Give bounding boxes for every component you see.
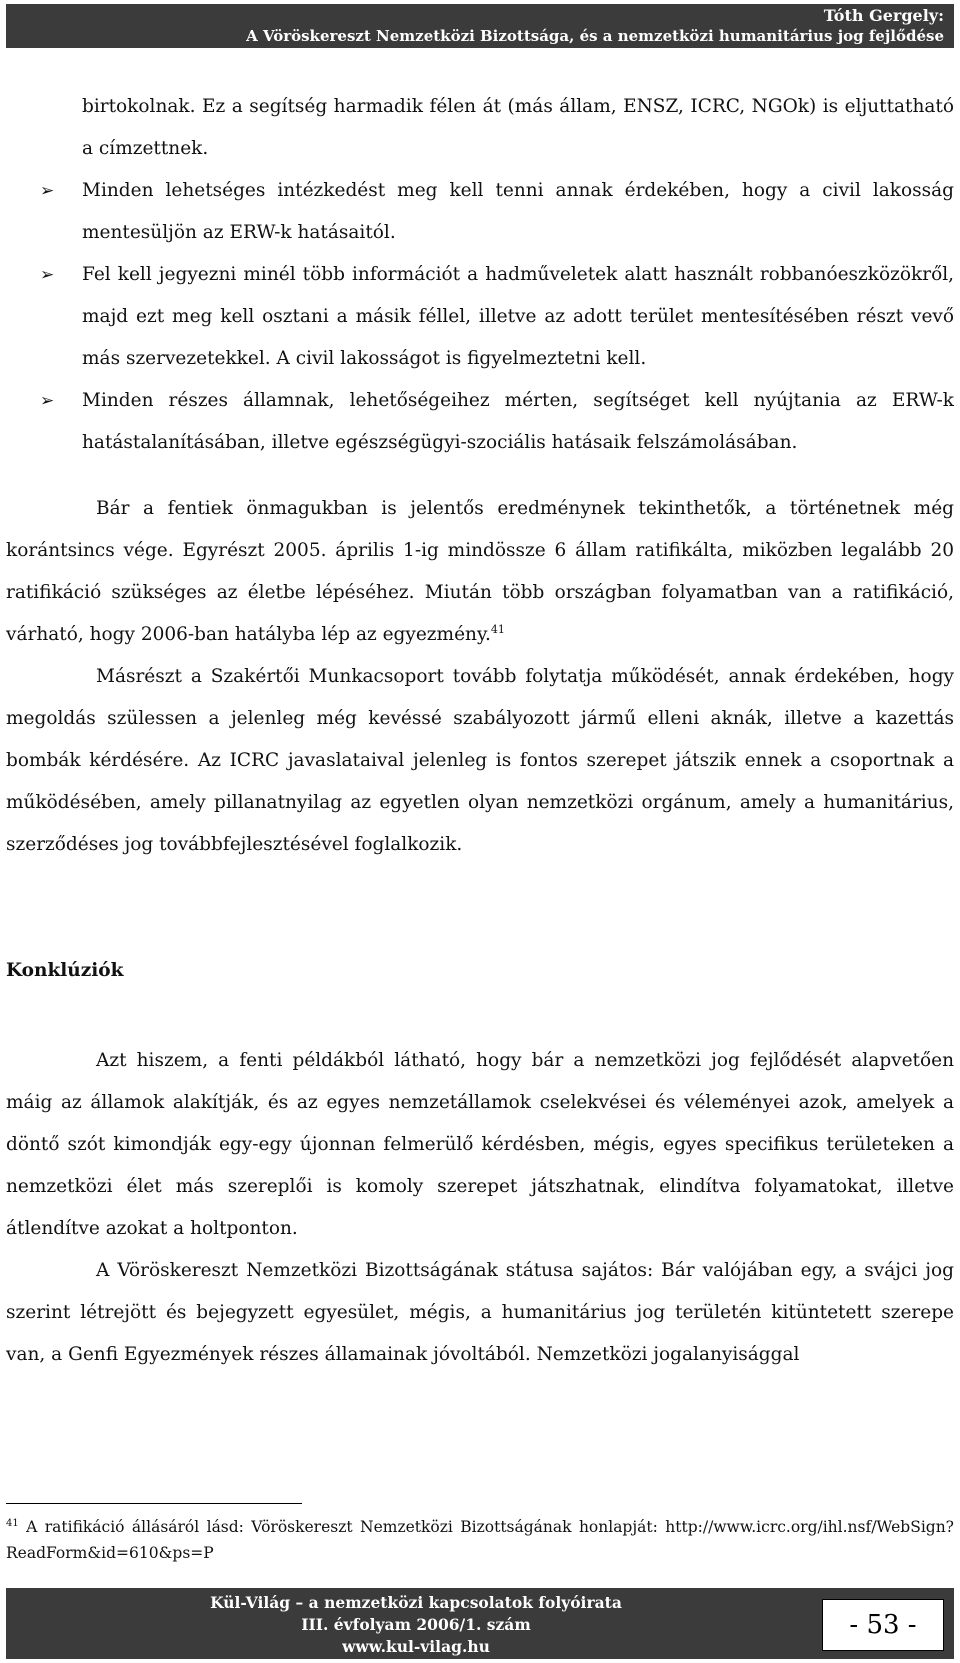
arrow-bullet-icon: ➢ [40,391,55,411]
list-item [6,254,954,380]
footer-website-link[interactable]: www.kul-vilag.hu [342,1637,490,1656]
body-content [6,86,954,1376]
paragraph-text: A Vöröskereszt Nemzetközi Bizottságának státusa sajátos: Bár valójában egy, a svájci jog szerint létrejött és bejegyzett egyesület, mégis, a humanitárius jog területén kitüntetett szerepe van, a Genfi Egyezmények részes államainak jóvoltából. Nemzetközi jogalanyisággal [6,1260,954,1365]
section-heading: Konklúziók [6,960,124,981]
footer-issue: III. évfolyam 2006/1. szám [301,1615,531,1634]
paragraph [6,1250,954,1376]
paragraph [6,1040,954,1250]
footer-journal-title: Kül-Világ – a nemzetközi kapcsolatok folyóirata [210,1593,622,1612]
footnote-text: A ratifikáció állásáról lásd: Vöröskereszt Nemzetközi Bizottságának honlapját: http://www.icrc.org/ihl.nsf/WebSign?ReadForm&id=610&ps=P [6,1518,954,1562]
continuation-paragraph: birtokolnak. Ez a segítség harmadik félen át (más állam, ENSZ, ICRC, NGOk) is eljuttatható a címzettnek. [82,96,954,159]
list-item [6,380,954,464]
paragraph [6,656,954,866]
bullet-list [6,170,954,464]
page-number-text: - 53 - [849,1610,917,1640]
footnote-number: 41 [6,1517,19,1529]
paragraph-text: Másrészt a Szakértői Munkacsoport tovább folytatja működését, annak érdekében, hogy megoldás szülessen a jelenleg még kevéssé szabályozott jármű elleni aknák, illetve a kazettás bombák kérdésére. Az ICRC javaslataival jelenleg is fontos szerepet játszik ennek a csoportnak a működésében, amely pillanatnyilag az egyetlen olyan nemzetközi orgánum, amely a humanitárius, szerződéses jog továbbfejlesztésével foglalkozik. [6,666,954,855]
paragraph [6,488,954,656]
paragraph-text: Azt hiszem, a fenti példákból látható, hogy bár a nemzetközi jog fejlődését alapvetően máig az államok alakítják, és az egyes nemzetállamok cselekvései és véleményei azok, amelyek a döntő szót kimondják egy-egy újonnan felmerülő kérdésben, mégis, egyes specifikus területeken a nemzetközi élet más szereplői is komoly szerepet játszhatnak, elindítva folyamatokat, illetve átlendítve azokat a holtponton. [6,1050,954,1239]
page-header [6,4,954,48]
page-footer [6,1588,954,1659]
footer-journal-info [116,1592,716,1658]
list-item-text: Fel kell jegyezni minél több információt a hadműveletek alatt használt robbanóeszközökről, majd ezt meg kell osztani a másik féllel, illetve az adott terület mentesítésében részt vevő más szervezetekkel. A civil lakosságot is figyelmeztetni kell. [82,264,954,369]
list-item [6,170,954,254]
list-item-text: Minden részes államnak, lehetőségeihez mérten, segítséget kell nyújtania az ERW-k hatástalanításában, illetve egészségügyi-szociális hatásaik felszámolásában. [82,390,954,453]
arrow-bullet-icon: ➢ [40,265,55,285]
header-title: A Vöröskereszt Nemzetközi Bizottsága, és a nemzetközi humanitárius jog fejlődése [246,27,944,45]
list-item-text: Minden lehetséges intézkedést meg kell tenni annak érdekében, hogy a civil lakosság mentesüljön az ERW-k hatásaitól. [82,180,954,243]
arrow-bullet-icon: ➢ [40,181,55,201]
footnote-reference[interactable]: 41 [490,622,505,636]
paragraph-text: Bár a fentiek önmagukban is jelentős eredménynek tekinthetők, a történetnek még korántsincs vége. Egyrészt 2005. április 1-ig mindössze 6 állam ratifikálta, miközben legalább 20 ratifikáció szükséges az életbe lépéséhez. Miután több országban folyamatban van a ratifikáció, várható, hogy 2006-ban hatályba lép az egyezmény. [6,498,954,645]
page-number [822,1599,944,1651]
footnote [6,1514,954,1566]
footnote-divider [6,1503,302,1504]
header-author: Tóth Gergely: [823,6,944,25]
